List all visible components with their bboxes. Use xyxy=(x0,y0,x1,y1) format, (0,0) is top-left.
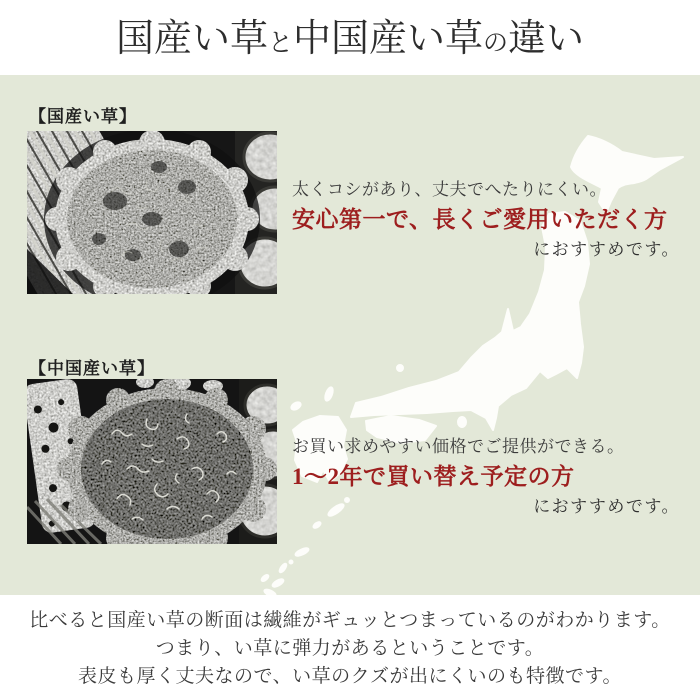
summary-line-3: 表皮も厚く丈夫なので、い草のクズが出にくいのも特徴です。 xyxy=(78,666,622,687)
summary-text xyxy=(0,595,700,691)
title-connector: と xyxy=(267,30,293,57)
title-segment: 中国産い草 xyxy=(292,18,483,60)
chinese-recommend-suffix: におすすめです。 xyxy=(533,497,680,516)
title-segment: 国産い草 xyxy=(115,18,268,60)
chinese-label: 【中国産い草】 xyxy=(29,359,155,378)
summary-line-1: 比べると国産い草の断面は繊維がギュッとつまっているのがわかります。 xyxy=(29,610,671,631)
domestic-recommend-suffix: におすすめです。 xyxy=(533,240,680,259)
chinese-highlight: 1〜2年で買い替え予定の方 xyxy=(292,464,575,489)
sem-image-domestic xyxy=(27,131,277,294)
chinese-text-block xyxy=(292,434,680,520)
japan-map-icon xyxy=(250,100,700,600)
title-segment: 違い xyxy=(508,18,585,60)
domestic-highlight: 安心第一で、長くご愛用いただく方 xyxy=(292,207,668,232)
domestic-text-block xyxy=(292,177,680,263)
sem-image-chinese xyxy=(27,379,277,544)
summary-section xyxy=(0,595,700,700)
domestic-label: 【国産い草】 xyxy=(29,107,137,126)
summary-line-2: つまり、い草に弾力があるということです。 xyxy=(155,638,545,659)
page-title xyxy=(0,8,700,74)
title-connector: の xyxy=(483,30,509,57)
domestic-description: 太くコシがあり、丈夫でへたりにくい。 xyxy=(292,180,607,199)
chinese-description: お買い求めやすい価格でご提供ができる。 xyxy=(292,437,625,456)
